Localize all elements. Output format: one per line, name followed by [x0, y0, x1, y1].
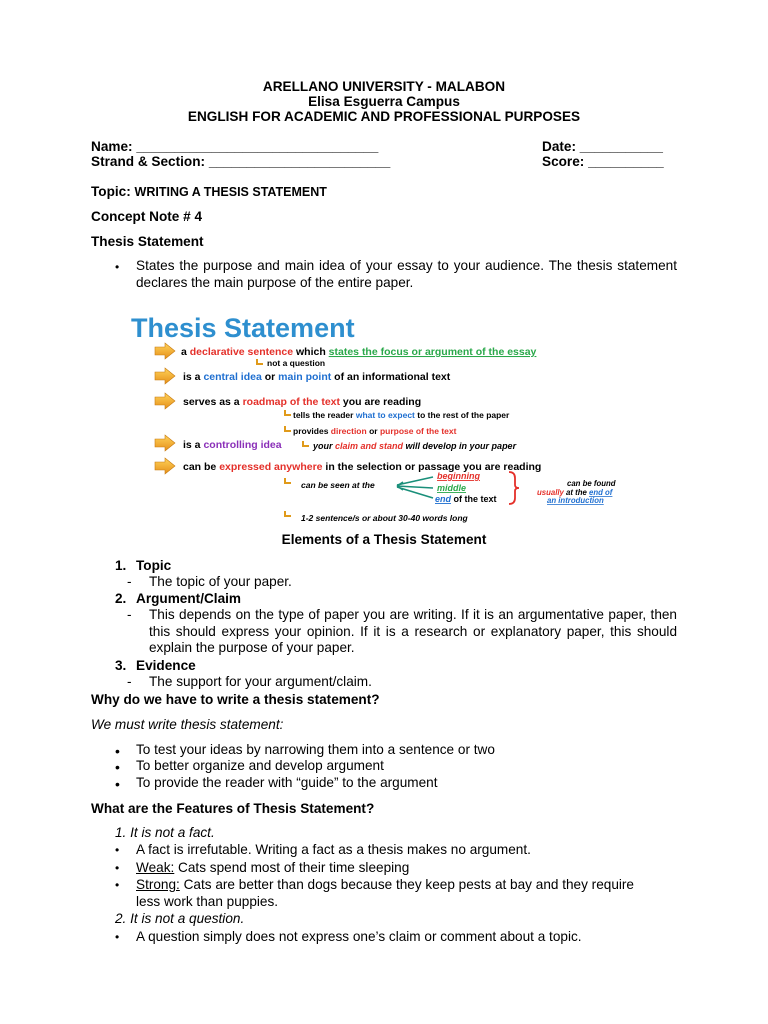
svg-text:is a central idea or main poin: is a central idea or main point of an informational text — [183, 371, 451, 383]
strong-example — [136, 877, 656, 910]
svg-text:is a controlling idea: is a controlling idea — [183, 439, 282, 451]
svg-text:middle: middle — [437, 483, 467, 493]
why-intro: We must write thesis statement: — [91, 717, 284, 732]
svg-text:provides direction or purpose: provides direction or purpose of the text — [293, 426, 457, 436]
arrow-right-icon — [155, 435, 175, 451]
date-field: Date: ___________ — [542, 139, 663, 154]
thesis-statement-infographic — [125, 305, 640, 530]
dash: - — [127, 674, 132, 689]
element-title-evidence: Evidence — [136, 658, 196, 673]
bent-arrow-icon — [285, 426, 291, 431]
school-name: ARELLANO UNIVERSITY - MALABON — [262, 79, 506, 94]
svg-text:can be found: can be found — [567, 479, 616, 488]
branch-arrows-icon — [397, 477, 433, 498]
element-desc-argument: This depends on the type of paper you are writing. If it is an argumentative paper, then this should express your opinion. If it is a research or explanatory paper, this should explain the purpose of your paper. — [149, 607, 677, 655]
arrow-right-icon — [155, 458, 175, 474]
strong-label: Strong: — [136, 877, 180, 892]
campus-name: Elisa Esguerra Campus — [308, 94, 460, 109]
bullet-dot: • — [115, 260, 120, 274]
arrow-right-icon — [155, 343, 175, 359]
svg-text:can be expressed anywhere in t: can be expressed anywhere in the selection or passage you are reading — [183, 461, 542, 473]
bullet-dot: • — [115, 843, 120, 857]
topic-value: WRITING A THESIS STATEMENT — [134, 185, 327, 199]
arrow-right-icon — [155, 368, 175, 384]
score-field: Score: __________ — [542, 154, 664, 169]
infographic-title: Thesis Statement — [131, 313, 355, 343]
bullet-dot: • — [115, 776, 120, 792]
strand-field: Strand & Section: ________________________ — [91, 154, 391, 169]
feature-1-bullet: A fact is irrefutable. Writing a fact as a thesis makes no argument. — [136, 842, 531, 857]
svg-text:serves as a roadmap of the tex: serves as a roadmap of the text you are reading — [183, 396, 422, 408]
bullet-dot: • — [115, 878, 120, 892]
element-desc-topic: The topic of your paper. — [149, 574, 292, 589]
why-item: To better organize and develop argument — [136, 758, 384, 773]
dash: - — [127, 574, 132, 589]
weak-label: Weak: — [136, 860, 175, 875]
why-item: To test your ideas by narrowing them into a sentence or two — [136, 742, 495, 757]
figure-caption: Elements of a Thesis Statement — [281, 532, 487, 547]
element-title-topic: Topic — [136, 558, 172, 573]
course-title: ENGLISH FOR ACADEMIC AND PROFESSIONAL PURPOSES — [187, 109, 581, 124]
feature-2-bullet: A question simply does not express one’s claim or comment about a topic. — [136, 929, 582, 944]
thesis-definition: States the purpose and main idea of your essay to your audience. The thesis statement declares the main purpose of the entire paper. — [136, 258, 677, 290]
element-desc-evidence: The support for your argument/claim. — [149, 674, 372, 689]
arrow-right-icon — [155, 393, 175, 409]
element-number: 2. — [115, 591, 127, 606]
topic-label: Topic: — [91, 184, 131, 199]
bent-arrow-icon — [303, 441, 309, 446]
svg-text:usually at the end of: usually at the end of — [537, 488, 613, 497]
weak-text: Cats spend most of their time sleeping — [174, 860, 410, 875]
svg-text:tells the reader what to expec: tells the reader what to expect to the rest of the paper — [293, 410, 510, 420]
svg-text:an introduction: an introduction — [547, 496, 604, 505]
dash: - — [127, 607, 132, 622]
element-number: 3. — [115, 658, 127, 673]
bullet-dot: • — [115, 861, 120, 875]
svg-text:a declarative sentence which s: a declarative sentence which states the focus or argument of the essay — [181, 346, 537, 358]
bullet-dot: • — [115, 743, 120, 759]
svg-text:end of the text: end of the text — [435, 494, 497, 504]
feature-1: 1. It is not a fact. — [115, 825, 215, 840]
why-heading: Why do we have to write a thesis statement? — [91, 692, 380, 707]
bent-arrow-icon — [285, 511, 291, 516]
weak-example — [136, 860, 409, 875]
topic-line — [91, 184, 327, 199]
bracket-icon — [509, 472, 519, 504]
bullet-dot: • — [115, 759, 120, 775]
bent-arrow-icon — [257, 359, 263, 364]
features-heading: What are the Features of Thesis Statement? — [91, 801, 375, 816]
name-field: Name: ________________________________ — [91, 139, 379, 154]
svg-text:not a question: not a question — [267, 358, 326, 368]
svg-text:1-2 sentence/s or about 30-40: 1-2 sentence/s or about 30-40 words long — [301, 513, 468, 523]
svg-text:can be seen at the: can be seen at the — [301, 480, 375, 490]
section-heading-thesis: Thesis Statement — [91, 234, 204, 249]
feature-2: 2. It is not a question. — [115, 911, 245, 926]
strong-text: Cats are better than dogs because they keep pests at bay and they require less work than puppies. — [136, 877, 634, 909]
concept-note: Concept Note # 4 — [91, 209, 203, 224]
svg-text:beginning: beginning — [437, 471, 480, 481]
bent-arrow-icon — [285, 410, 291, 415]
why-item: To provide the reader with “guide” to the argument — [136, 775, 438, 790]
element-title-argument: Argument/Claim — [136, 591, 241, 606]
svg-text:your claim and stand will deve: your claim and stand will develop in your paper — [313, 441, 517, 451]
bent-arrow-icon — [285, 478, 291, 483]
element-number: 1. — [115, 558, 127, 573]
bullet-dot: • — [115, 930, 120, 944]
